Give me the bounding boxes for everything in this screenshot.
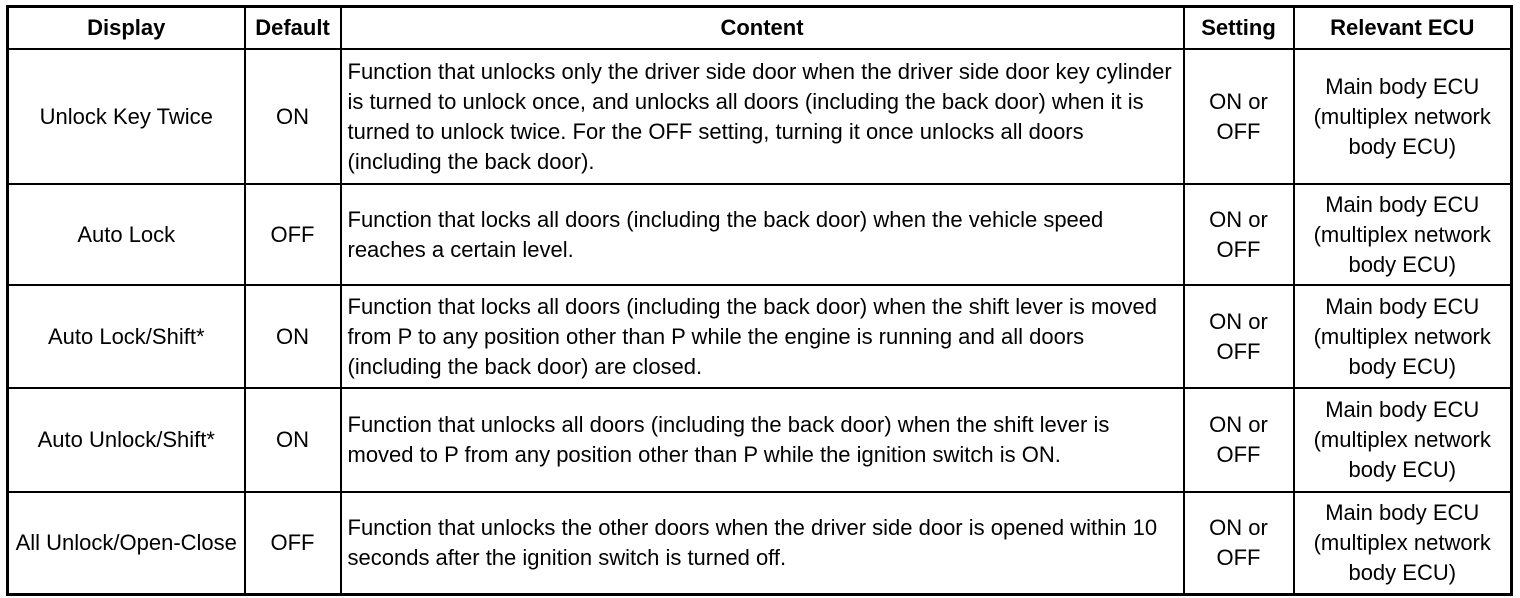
table-row (8, 184, 1512, 285)
header-content: Content (341, 7, 1184, 50)
cell-default: OFF (245, 492, 341, 594)
header-display: Display (8, 7, 245, 50)
cell-setting: ON or OFF (1184, 49, 1294, 184)
cell-content: Function that locks all doors (including the back door) when the vehicle speed reaches a certain level. (341, 184, 1184, 285)
cell-default: OFF (245, 184, 341, 285)
cell-relevant-ecu: Main body ECU (multiplex network body ECU) (1294, 388, 1512, 492)
cell-display: Unlock Key Twice (8, 49, 245, 184)
header-relevant-ecu: Relevant ECU (1294, 7, 1512, 50)
cell-setting: ON or OFF (1184, 285, 1294, 388)
cell-display: Auto Lock/Shift* (8, 285, 245, 388)
header-default: Default (245, 7, 341, 50)
cell-content: Function that unlocks the other doors when the driver side door is opened within 10 seconds after the ignition switch is turned off. (341, 492, 1184, 594)
cell-display: Auto Lock (8, 184, 245, 285)
header-row (8, 7, 1512, 50)
customization-table-container (6, 5, 1510, 590)
cell-relevant-ecu: Main body ECU (multiplex network body ECU) (1294, 285, 1512, 388)
cell-content: Function that locks all doors (including the back door) when the shift lever is moved from P to any position other than P while the engine is running and all doors (including the back door) are closed. (341, 285, 1184, 388)
cell-display: All Unlock/Open-Close (8, 492, 245, 594)
cell-default: ON (245, 285, 341, 388)
table-row (8, 49, 1512, 184)
customization-table (6, 5, 1513, 596)
cell-setting: ON or OFF (1184, 184, 1294, 285)
cell-default: ON (245, 388, 341, 492)
table-row (8, 492, 1512, 594)
cell-content: Function that unlocks only the driver side door when the driver side door key cylinder is turned to unlock once, and unlocks all doors (including the back door) when it is turned to unlock twice. For the OFF setting, turning it once unlocks all doors (including the back door). (341, 49, 1184, 184)
table-row (8, 285, 1512, 388)
cell-relevant-ecu: Main body ECU (multiplex network body ECU) (1294, 492, 1512, 594)
cell-content: Function that unlocks all doors (including the back door) when the shift lever is moved to P from any position other than P while the ignition switch is ON. (341, 388, 1184, 492)
table-row (8, 388, 1512, 492)
cell-relevant-ecu: Main body ECU (multiplex network body ECU) (1294, 49, 1512, 184)
cell-relevant-ecu: Main body ECU (multiplex network body ECU) (1294, 184, 1512, 285)
cell-display: Auto Unlock/Shift* (8, 388, 245, 492)
header-setting: Setting (1184, 7, 1294, 50)
cell-default: ON (245, 49, 341, 184)
cell-setting: ON or OFF (1184, 492, 1294, 594)
cell-setting: ON or OFF (1184, 388, 1294, 492)
